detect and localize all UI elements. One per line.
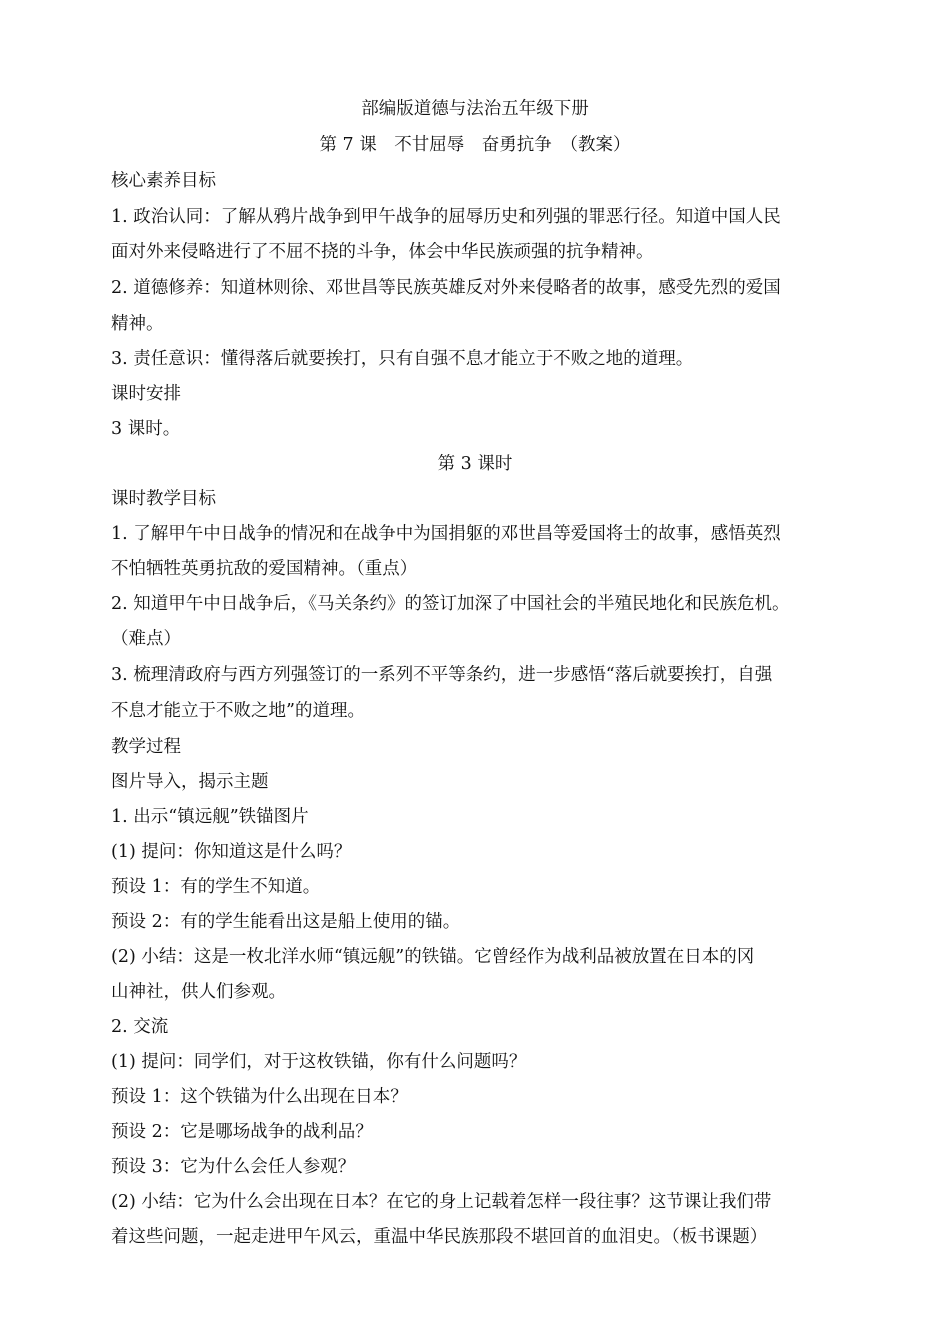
schedule-heading: 课时安排	[111, 384, 181, 404]
lesson-goal-3-line-1: 3. 梳理清政府与西方列强签订的一系列不平等条约，进一步感悟“落后就要挨打，自强	[111, 665, 773, 685]
step-1-preset-1: 预设 1：有的学生不知道。	[111, 877, 321, 897]
lesson-goal-3-line-2: 不息才能立于不败之地”的道理。	[111, 701, 365, 721]
core-goals-heading: 核心素养目标	[111, 171, 216, 191]
step-1-preset-2: 预设 2：有的学生能看出这是船上使用的锚。	[111, 912, 461, 932]
intro-heading: 图片导入，揭示主题	[111, 772, 269, 792]
step-1-summary-line-1: (2) 小结：这是一枚北洋水师“镇远舰”的铁锚。它曾经作为战利品被放置在日本的冈	[111, 947, 755, 967]
lesson-number-heading: 第 3 课时	[437, 454, 513, 474]
document-title: 部编版道德与法治五年级下册	[361, 99, 589, 119]
process-heading: 教学过程	[111, 737, 181, 757]
lesson-goal-2-line-2: （难点）	[111, 629, 181, 649]
step-2-preset-1: 预设 1：这个铁锚为什么出现在日本？	[111, 1087, 408, 1107]
lesson-goals-heading: 课时教学目标	[111, 489, 216, 509]
schedule-value: 3 课时。	[111, 419, 181, 439]
lesson-goal-1-line-2: 不怕牺牲英勇抗敌的爱国精神。（重点）	[111, 559, 418, 579]
step-2-summary-line-1: (2) 小结：它为什么会出现在日本？在它的身上记载着怎样一段往事？这节课让我们带	[111, 1192, 772, 1212]
step-1-question: (1) 提问：你知道这是什么吗？	[111, 842, 352, 862]
step-2-heading: 2. 交流	[111, 1017, 169, 1037]
lesson-goal-2-line-1: 2. 知道甲午中日战争后，《马关条约》的签订加深了中国社会的半殖民地化和民族危机。	[111, 594, 790, 614]
core-goal-2-line-2: 精神。	[111, 314, 164, 334]
step-2-preset-3: 预设 3：它为什么会任人参观？	[111, 1157, 356, 1177]
core-goal-3: 3. 责任意识：懂得落后就要挨打，只有自强不息才能立于不败之地的道理。	[111, 349, 694, 369]
lesson-goal-1-line-1: 1. 了解甲午中日战争的情况和在战争中为国捐躯的邓世昌等爱国将士的故事，感悟英烈	[111, 524, 781, 544]
core-goal-1-line-2: 面对外来侵略进行了不屈不挠的斗争，体会中华民族顽强的抗争精神。	[111, 242, 654, 262]
step-2-question: (1) 提问：同学们，对于这枚铁锚，你有什么问题吗？	[111, 1052, 527, 1072]
core-goal-1-line-1: 1. 政治认同：了解从鸦片战争到甲午战争的屈辱历史和列强的罪恶行径。知道中国人民	[111, 207, 781, 227]
step-2-preset-2: 预设 2：它是哪场战争的战利品？	[111, 1122, 373, 1142]
step-1-heading: 1. 出示“镇远舰”铁锚图片	[111, 807, 309, 827]
step-2-summary-line-2: 着这些问题，一起走进甲午风云，重温中华民族那段不堪回首的血泪史。（板书课题）	[111, 1227, 768, 1247]
lesson-subtitle: 第 7 课 不甘屈辱 奋勇抗争 （教案）	[319, 135, 631, 155]
step-1-summary-line-2: 山神社，供人们参观。	[111, 982, 286, 1002]
core-goal-2-line-1: 2. 道德修养：知道林则徐、邓世昌等民族英雄反对外来侵略者的故事，感受先烈的爱国	[111, 278, 781, 298]
